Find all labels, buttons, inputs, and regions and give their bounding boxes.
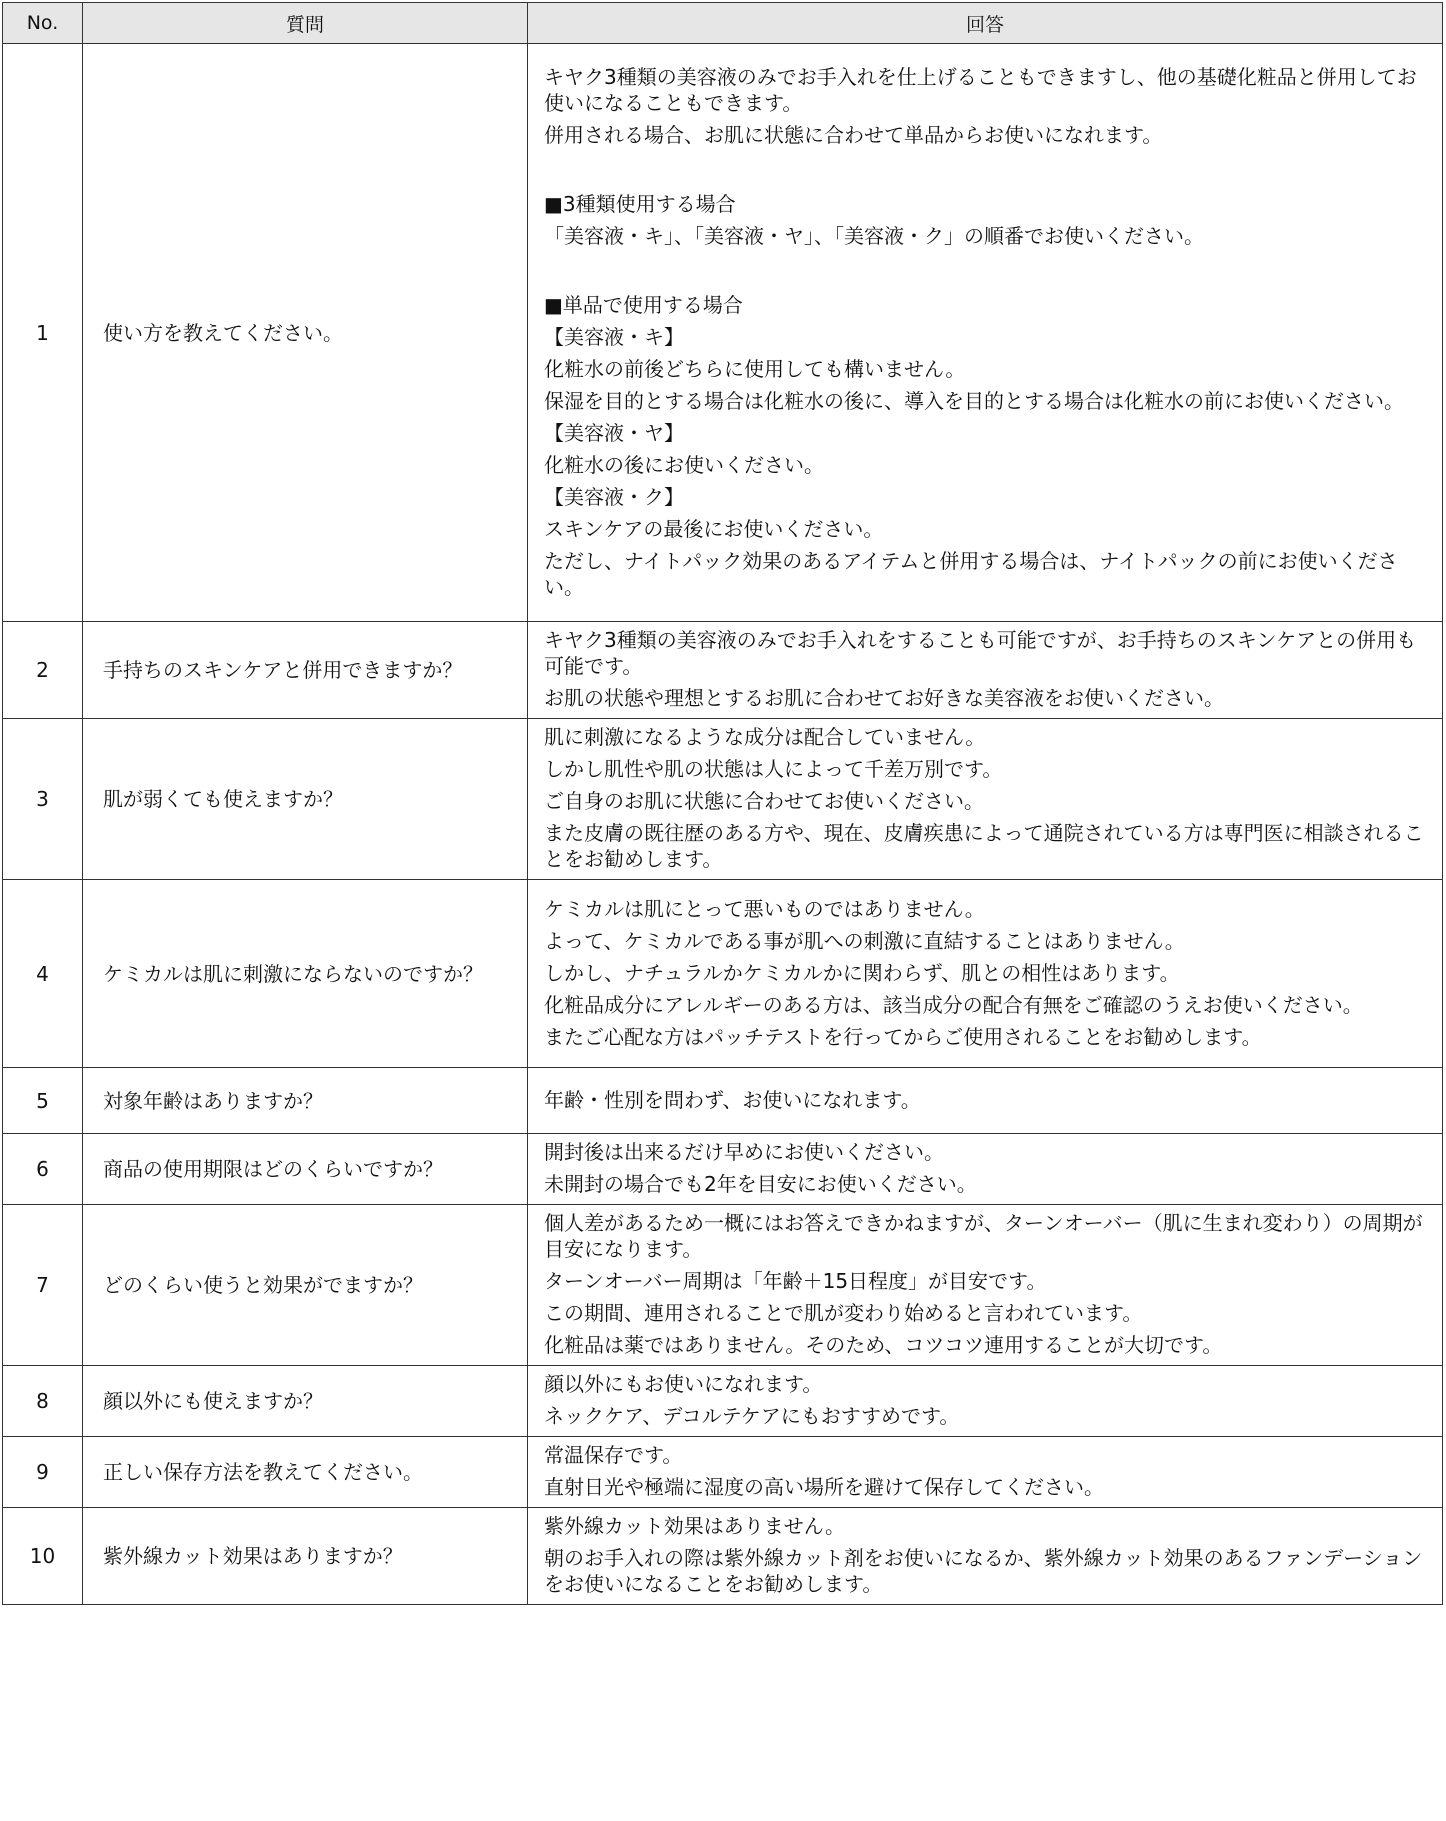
answer-line: 未開封の場合でも2年を目安にお使いください。 <box>544 1172 977 1196</box>
answer-cell <box>528 1068 1443 1134</box>
answer-cell <box>528 1134 1443 1205</box>
answer-cell <box>528 1205 1443 1366</box>
answer-line: ケミカルは肌にとって悪いものではありません。 <box>544 896 985 921</box>
answer-line: 常温保存です。 <box>544 1443 683 1467</box>
row-number: 7 <box>3 1205 83 1366</box>
row-number: 5 <box>3 1068 83 1134</box>
row-number: 9 <box>3 1437 83 1508</box>
answer-line: 個人差があるため一概にはお答えできかねますが、ターンオーバー（肌に生まれ変わり）の周期が目安になります。 <box>544 1211 1423 1261</box>
answer-line: ネックケア、デコルテケアにもおすすめです。 <box>544 1404 960 1428</box>
answer-line: この期間、連用されることで肌が変わり始めると言われています。 <box>544 1301 1143 1325</box>
row-number: 10 <box>3 1508 83 1605</box>
answer-line: 化粧品成分にアレルギーのある方は、該当成分の配合有無をご確認のうえお使いください。 <box>544 992 1363 1017</box>
answer-line: ■3種類使用する場合 <box>544 191 736 216</box>
answer-line: 「美容液・キ」、「美容液・ヤ」、「美容液・ク」の順番でお使いください。 <box>544 223 1204 248</box>
answer-line: またご心配な方はパッチテストを行ってからご使用されることをお勧めします。 <box>544 1024 1262 1049</box>
question-cell: ケミカルは肌に刺激にならないのですか？ <box>83 880 528 1068</box>
faq-table <box>2 2 1443 1605</box>
row-number: 6 <box>3 1134 83 1205</box>
table-row <box>3 1134 1443 1205</box>
answer-line: 保湿を目的とする場合は化粧水の後に、導入を目的とする場合は化粧水の前にお使いください。 <box>544 388 1404 413</box>
row-number: 4 <box>3 880 83 1068</box>
question-cell: 顔以外にも使えますか？ <box>83 1366 528 1437</box>
answer-line: 肌に刺激になるような成分は配合していません。 <box>544 725 986 749</box>
table-row <box>3 1205 1443 1366</box>
answer-line: よって、ケミカルである事が肌への刺激に直結することはありません。 <box>544 928 1185 953</box>
header-question: 質問 <box>83 3 528 44</box>
answer-line: 紫外線カット効果はありません。 <box>544 1514 845 1538</box>
answer-cell <box>528 1366 1443 1437</box>
row-number: 2 <box>3 622 83 719</box>
answer-line: キヤク3種類の美容液のみでお手入れをすることも可能ですが、お手持ちのスキンケアとの併用も可能です。 <box>544 628 1417 678</box>
header-answer: 回答 <box>528 3 1443 44</box>
answer-line: ご自身のお肌に状態に合わせてお使いください。 <box>544 789 984 813</box>
answer-line: スキンケアの最後にお使いください。 <box>544 516 884 541</box>
answer-line: 併用される場合、お肌に状態に合わせて単品からお使いになれます。 <box>544 122 1163 147</box>
header-no: No. <box>3 3 83 44</box>
question-cell: 商品の使用期限はどのくらいですか？ <box>83 1134 528 1205</box>
question-cell: 使い方を教えてください。 <box>83 44 528 622</box>
table-row <box>3 719 1443 880</box>
row-number: 8 <box>3 1366 83 1437</box>
answer-cell <box>528 1437 1443 1508</box>
question-cell: 対象年齢はありますか？ <box>83 1068 528 1134</box>
answer-line: 直射日光や極端に湿度の高い場所を避けて保存してください。 <box>544 1475 1104 1499</box>
table-row <box>3 1068 1443 1134</box>
row-number: 1 <box>3 44 83 622</box>
table-row <box>3 880 1443 1068</box>
question-cell: どのくらい使うと効果がでますか？ <box>83 1205 528 1366</box>
question-cell: 正しい保存方法を教えてください。 <box>83 1437 528 1508</box>
table-row <box>3 44 1443 622</box>
header-row <box>3 3 1443 44</box>
answer-line: しかし肌性や肌の状態は人によって千差万別です。 <box>544 757 1003 781</box>
answer-line: ターンオーバー周期は「年齢＋15日程度」が目安です。 <box>544 1269 1047 1293</box>
answer-line: キヤク3種類の美容液のみでお手入れを仕上げることもできますし、他の基礎化粧品と併用してお使いになることもできます。 <box>544 64 1417 115</box>
answer-line: 化粧水の後にお使いください。 <box>544 452 824 477</box>
answer-line: 開封後は出来るだけ早めにお使いください。 <box>544 1140 944 1164</box>
answer-line: 年齢・性別を問わず、お使いになれます。 <box>544 1087 921 1112</box>
answer-line: お肌の状態や理想とするお肌に合わせてお好きな美容液をお使いください。 <box>544 686 1224 710</box>
answer-line: 【美容液・ク】 <box>544 484 684 509</box>
answer-spacer <box>544 255 1426 286</box>
answer-cell <box>528 44 1443 622</box>
answer-cell <box>528 880 1443 1068</box>
answer-line: しかし、ナチュラルかケミカルかに関わらず、肌との相性はあります。 <box>544 960 1180 985</box>
answer-cell <box>528 1508 1443 1605</box>
answer-line: また皮膚の既往歴のある方や、現在、皮膚疾患によって通院されている方は専門医に相談されることをお勧めします。 <box>544 821 1424 871</box>
question-cell: 肌が弱くても使えますか？ <box>83 719 528 880</box>
answer-line: ■単品で使用する場合 <box>544 292 743 317</box>
table-row <box>3 1366 1443 1437</box>
answer-cell <box>528 719 1443 880</box>
answer-line: 【美容液・キ】 <box>544 324 684 349</box>
answer-line: 朝のお手入れの際は紫外線カット剤をお使いになるか、紫外線カット効果のあるファンデーションをお使いになることをお勧めします。 <box>544 1546 1423 1596</box>
row-number: 3 <box>3 719 83 880</box>
question-cell: 手持ちのスキンケアと併用できますか？ <box>83 622 528 719</box>
faq-body <box>3 44 1443 1605</box>
question-cell: 紫外線カット効果はありますか？ <box>83 1508 528 1605</box>
table-row <box>3 1508 1443 1605</box>
answer-spacer <box>544 154 1426 185</box>
answer-cell <box>528 622 1443 719</box>
table-row <box>3 1437 1443 1508</box>
answer-line: 顔以外にもお使いになれます。 <box>544 1372 823 1396</box>
answer-line: 【美容液・ヤ】 <box>544 420 684 445</box>
answer-line: 化粧品は薬ではありません。そのため、コツコツ連用することが大切です。 <box>544 1333 1223 1357</box>
answer-line: ただし、ナイトパック効果のあるアイテムと併用する場合は、ナイトパックの前にお使いください。 <box>544 548 1398 599</box>
answer-line: 化粧水の前後どちらに使用しても構いません。 <box>544 356 966 381</box>
table-row <box>3 622 1443 719</box>
